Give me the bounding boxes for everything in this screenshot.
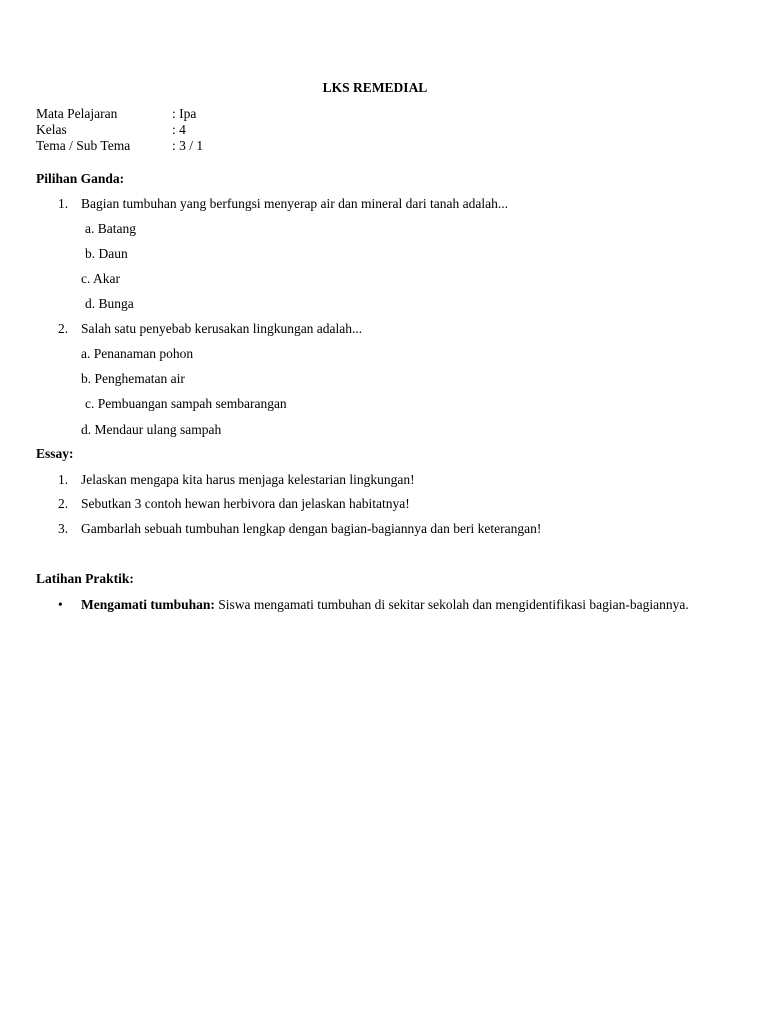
bullet-icon: •	[58, 597, 63, 612]
essay-number: 2.	[58, 496, 69, 511]
answer-option: c. Akar	[81, 271, 120, 286]
answer-option: a. Batang	[85, 221, 136, 236]
essay-number: 1.	[58, 472, 69, 487]
theme-value: : 3 / 1	[172, 138, 204, 153]
answer-option: b. Daun	[85, 246, 128, 261]
document-title: LKS REMEDIAL	[322, 80, 428, 95]
multiple-choice-heading: Pilihan Ganda:	[36, 171, 125, 186]
theme-label: Tema / Sub Tema	[36, 138, 131, 153]
subject-label: Mata Pelajaran	[36, 106, 118, 121]
practice-heading: Latihan Praktik:	[36, 571, 134, 586]
essay-question: Jelaskan mengapa kita harus menjaga kelestarian lingkungan!	[81, 472, 415, 487]
practice-item-text: Siswa mengamati tumbuhan di sekitar sekolah dan mengidentifikasi bagian-bagiannya.	[214, 597, 689, 612]
question-number: 1.	[58, 196, 69, 211]
question-text: Bagian tumbuhan yang berfungsi menyerap air dan mineral dari tanah adalah...	[81, 196, 508, 211]
essay-number: 3.	[58, 521, 69, 536]
question-text: Salah satu penyebab kerusakan lingkungan adalah...	[81, 321, 363, 336]
subject-value: : Ipa	[172, 106, 197, 121]
answer-option: d. Mendaur ulang sampah	[81, 422, 222, 437]
answer-option: b. Penghematan air	[81, 371, 185, 386]
answer-option: d. Bunga	[85, 296, 134, 311]
essay-question: Sebutkan 3 contoh hewan herbivora dan jelaskan habitatnya!	[81, 496, 410, 511]
essay-question: Gambarlah sebuah tumbuhan lengkap dengan bagian-bagiannya dan beri keterangan!	[81, 521, 542, 536]
essay-heading: Essay:	[36, 446, 74, 461]
practice-item	[81, 597, 711, 613]
answer-option: c. Pembuangan sampah sembarangan	[85, 396, 287, 411]
class-value: : 4	[172, 122, 186, 137]
answer-option: a. Penanaman pohon	[81, 346, 194, 361]
practice-item-label: Mengamati tumbuhan:	[81, 597, 215, 612]
question-number: 2.	[58, 321, 69, 336]
class-label: Kelas	[36, 122, 67, 137]
